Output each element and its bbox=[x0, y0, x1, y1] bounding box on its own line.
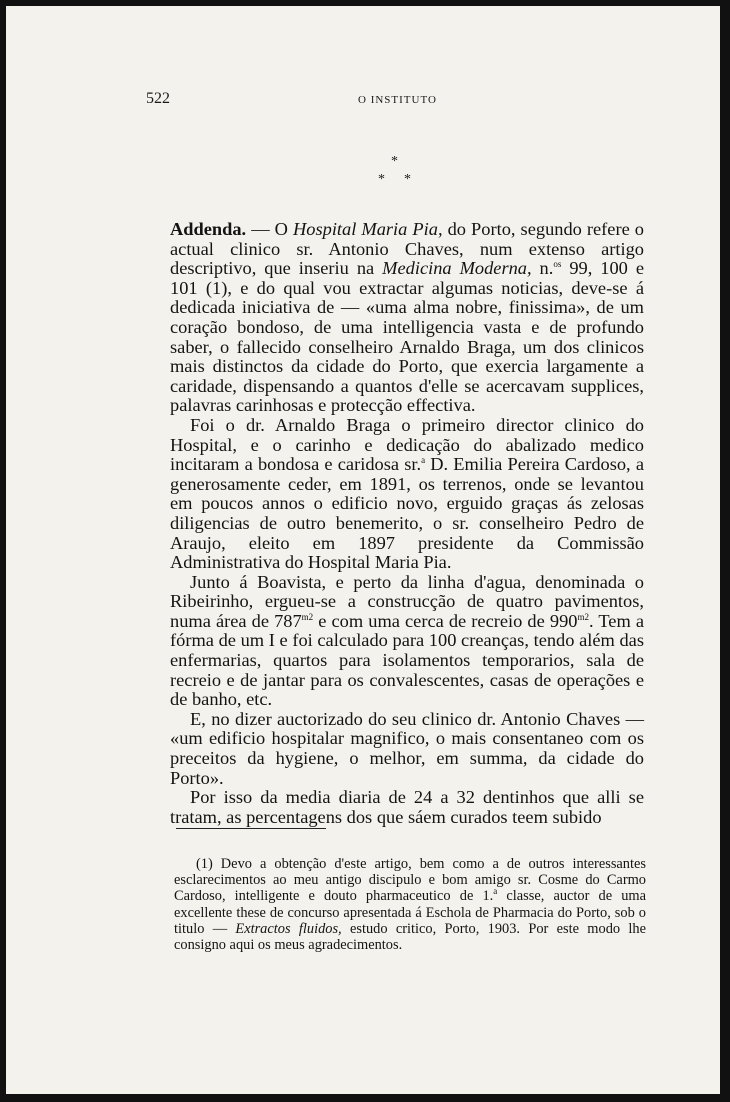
paragraph-building: Junto á Boavista, e perto da linha d'agua, denominada o Ribeirinho, ergueu-se a construcção de quatro pavimentos, numa área de $787^{m2}$ e com uma cerca de recreio de $990^{m2}$. Tem a fórma de um I e foi calculado para 100 creanças, tendo além das enfermarias, quartos para isolamentos temporarios, sala de recreio e de jantar para os convalescentes, casas de operações e de banho, etc. bbox=[170, 571, 644, 710]
book-page bbox=[6, 6, 720, 1094]
main-text bbox=[170, 220, 644, 827]
asterisk-right: * bbox=[404, 172, 411, 187]
footnote-text: (1) Devo a obtenção d'este artigo, bem como a de outros interessantes esclarecimentos ao meu antigo discipulo e bom amigo sr. Cosme do Carmo Cardoso, intelligente e douto pharmaceutico de 1.$^a$ classe, auctor de uma excellente these de concurso apresentada á Eschola de Pharmacia do Porto, sob o titulo — Extractos fluidos, estudo critico, Porto, 1903. Por este modo lhe consigno aqui os meus agradecimentos. bbox=[174, 856, 646, 954]
hospital-name: Hospital Maria Pia, bbox=[292, 219, 443, 239]
footnote-rule bbox=[176, 828, 326, 829]
paragraph-addenda: Addenda. — O Hospital Maria Pia, do Porto, segundo refere o actual clinico sr. Antonio Chaves, num extenso artigo descriptivo, que inseriu na Medicina Moderna, n.$^{os}$ 99, 100 e 101 (1), e do qual vou extractar algumas noticias, deve-se á dedicada iniciativa de — «uma alma nobre, finissima», de um coração bondoso, de uma intelligencia vasta e de profundo saber, o fallecido conselheiro Arnaldo Braga, um dos clinicos mais distinctos da cidade do Porto, que exercia largamente a caridade, dispensando a quantos d'elle se acercavam supplices, palavras carinhosas e protecção effectiva. bbox=[170, 219, 645, 416]
paragraph-director: Foi o dr. Arnaldo Braga o primeiro director clinico do Hospital, e o carinho e dedicação do abalizado medico incitaram a bondosa e caridosa sr.$^a$ D. Emilia Pereira Cardoso, a generosamente ceder, em 1891, os terrenos, onde se levantou em poucos annos o edificio novo, erguido graças ás zelosas diligencias de outro benemerito, o sr. conselheiro Pedro de Araujo, eleito em 1897 presidente da Commissão Administrativa do Hospital Maria Pia. bbox=[170, 414, 644, 573]
page-header bbox=[146, 90, 666, 114]
paragraph-quote: E, no dizer auctorizado do seu clinico dr. Antonio Chaves — «um edificio hospitalar magnifico, o mais consentaneo com os preceitos da hygiene, o melhor, em summa, da cidade do Porto». bbox=[170, 708, 644, 788]
thesis-title: Extractos fluidos, bbox=[235, 920, 342, 937]
asterisk-top: * bbox=[391, 154, 398, 169]
running-title: O INSTITUTO bbox=[358, 94, 437, 106]
journal-title: Medicina Moderna, bbox=[382, 258, 532, 279]
addenda-heading: Addenda. bbox=[170, 219, 247, 239]
section-asterism bbox=[376, 154, 420, 194]
paragraph-statistics: Por isso da media diaria de 24 a 32 dentinhos que alli se tratam, as percentagens dos que sáem curados teem subido bbox=[170, 787, 644, 827]
footnote bbox=[174, 856, 646, 953]
page-number: 522 bbox=[146, 90, 170, 107]
asterisk-left: * bbox=[378, 172, 385, 187]
